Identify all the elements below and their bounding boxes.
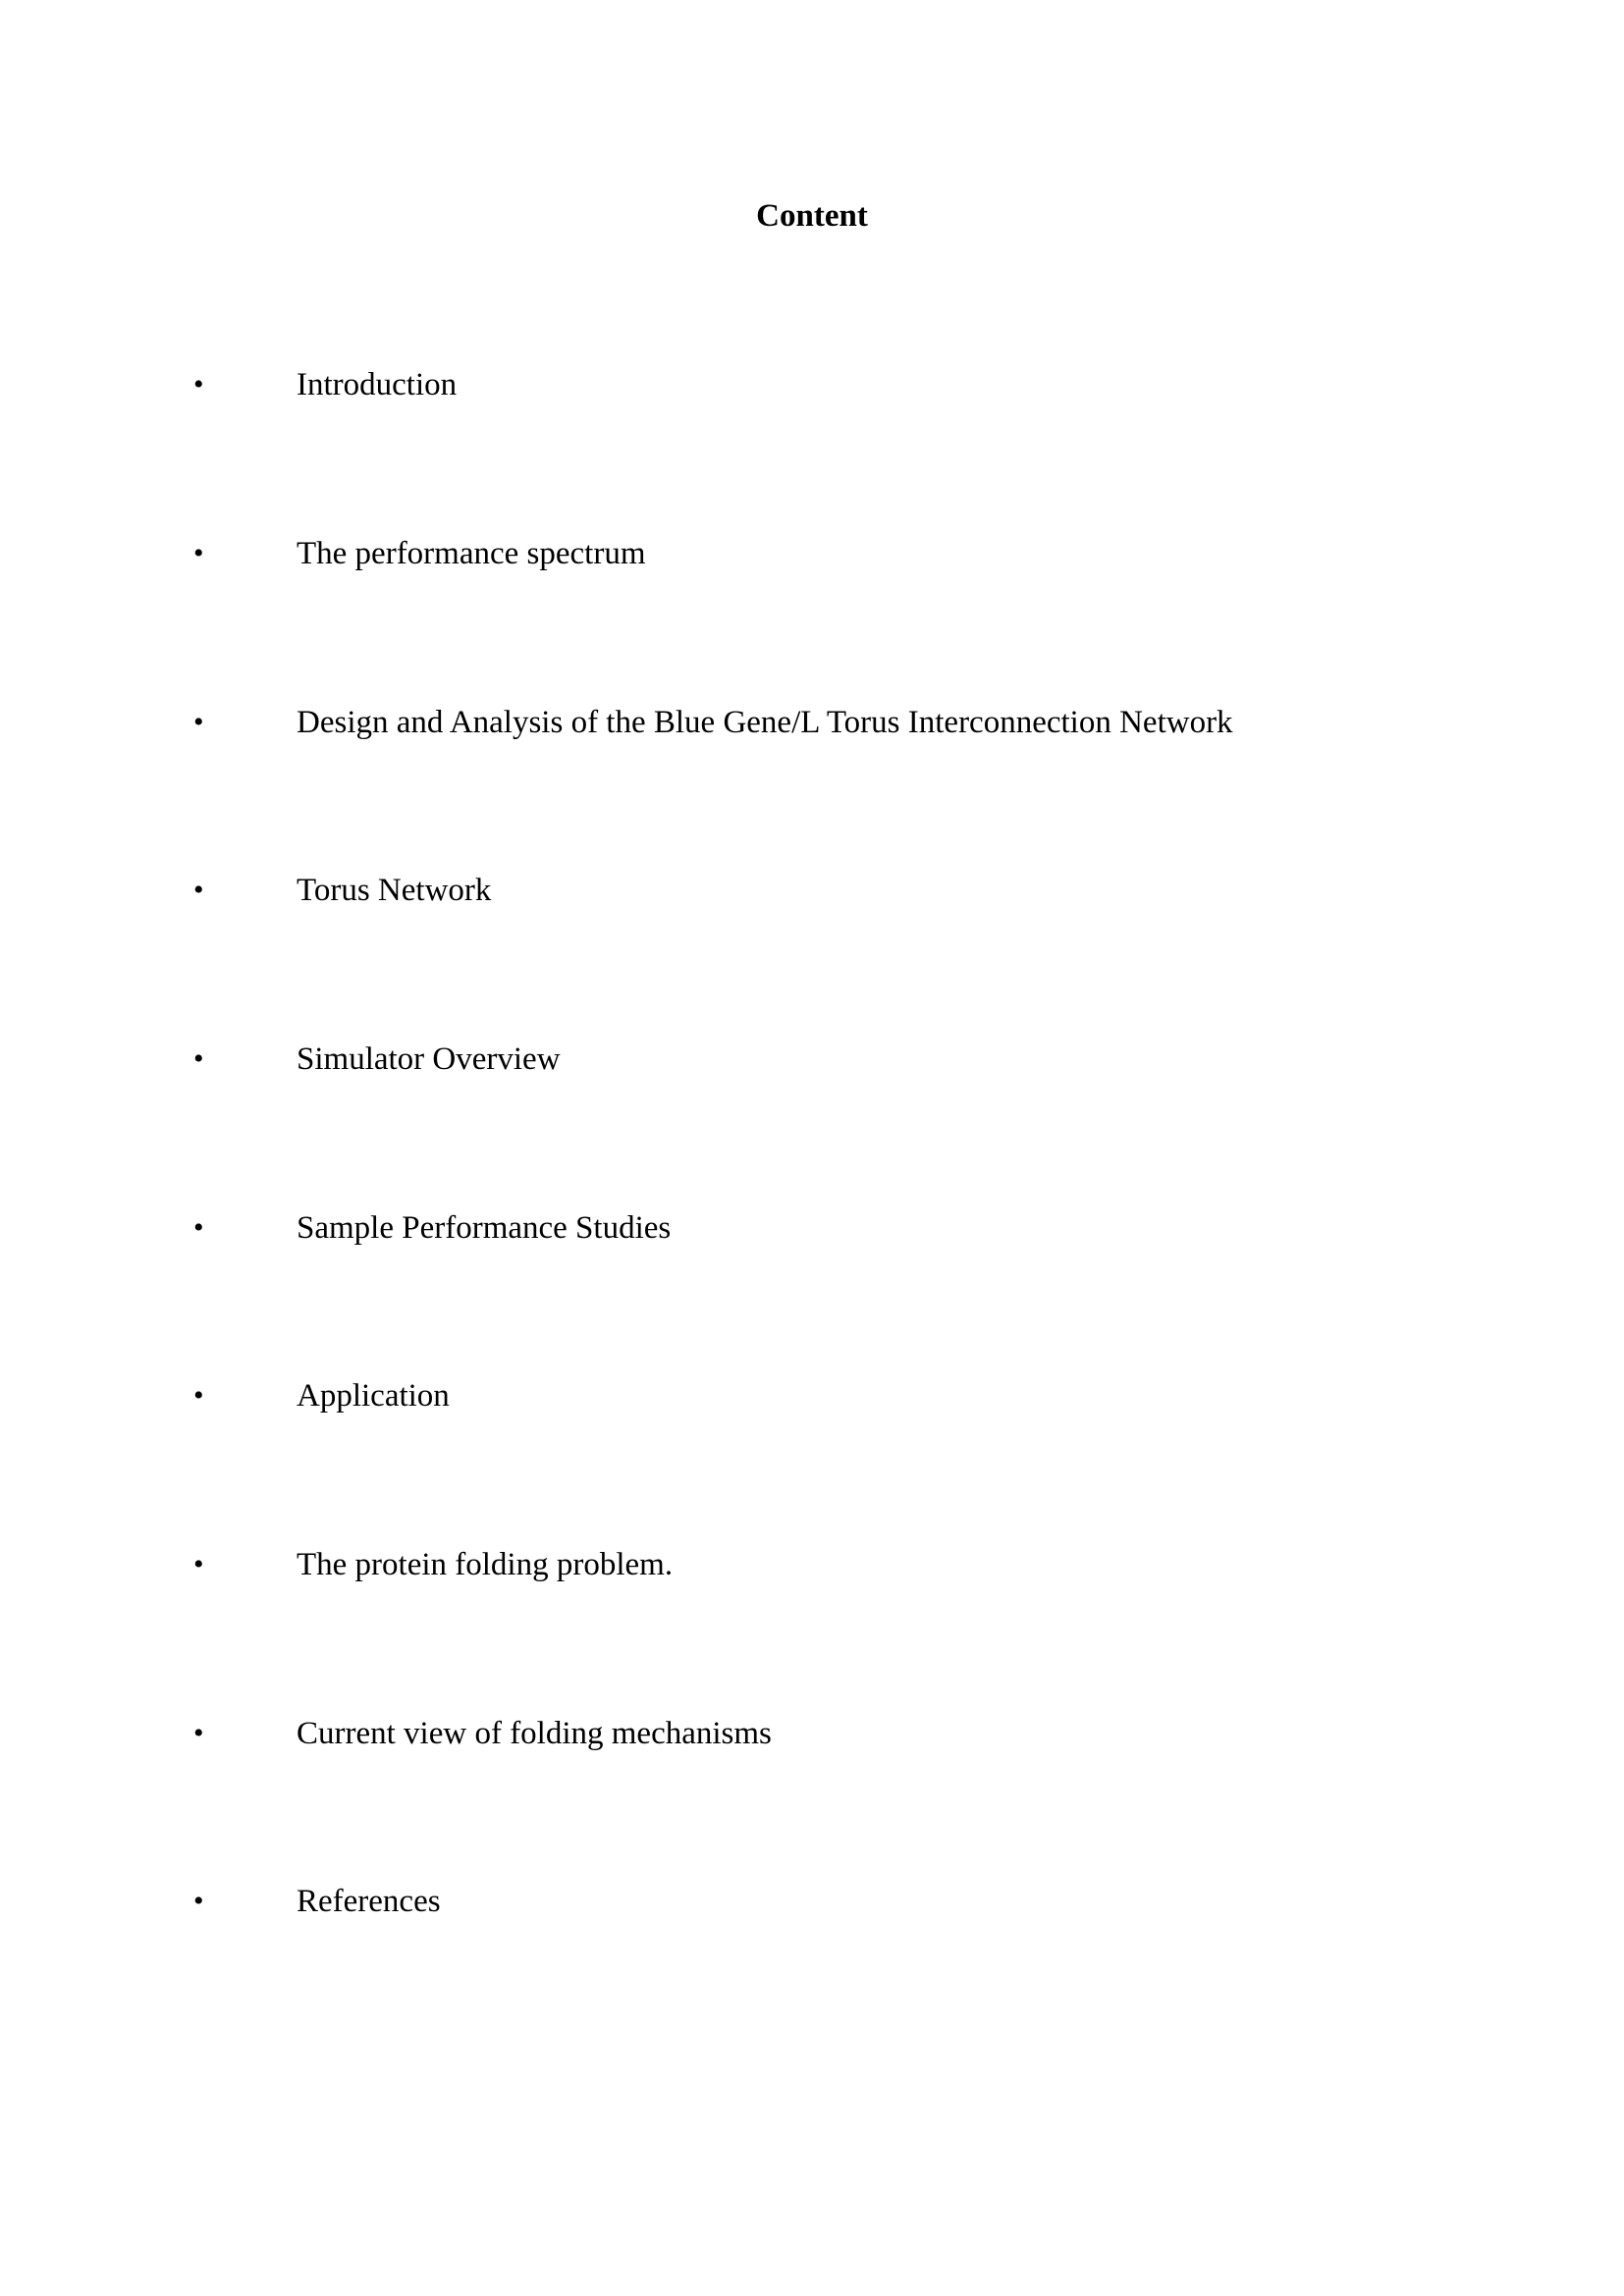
toc-item-label: Sample Performance Studies bbox=[297, 1210, 672, 1246]
bullet-icon: • bbox=[193, 1885, 204, 1917]
toc-item-label: Design and Analysis of the Blue Gene/L Torus Interconnection Network bbox=[297, 705, 1233, 740]
toc-item-torus-network bbox=[0, 867, 1624, 914]
toc-item-label: Torus Network bbox=[297, 873, 492, 908]
bullet-icon: • bbox=[193, 1211, 204, 1244]
toc-item-performance-spectrum bbox=[0, 530, 1624, 577]
bullet-icon: • bbox=[193, 1717, 204, 1749]
page-title: Content bbox=[756, 198, 868, 234]
bullet-icon: • bbox=[193, 1042, 204, 1075]
bullet-icon: • bbox=[193, 537, 204, 569]
toc-item-label: The protein folding problem. bbox=[297, 1547, 674, 1582]
toc-item-label: The performance spectrum bbox=[297, 536, 646, 571]
toc-item-label: Current view of folding mechanisms bbox=[297, 1716, 772, 1751]
toc-item-protein-folding-problem bbox=[0, 1541, 1624, 1588]
bullet-icon: • bbox=[193, 874, 204, 906]
bullet-icon: • bbox=[193, 1548, 204, 1580]
toc-item-references bbox=[0, 1878, 1624, 1925]
toc-item-label: Application bbox=[297, 1378, 450, 1414]
bullet-icon: • bbox=[193, 706, 204, 738]
toc-item-sample-performance-studies bbox=[0, 1204, 1624, 1252]
toc-item-label: Simulator Overview bbox=[297, 1041, 561, 1077]
bullet-icon: • bbox=[193, 1379, 204, 1412]
toc-item-label: References bbox=[297, 1884, 441, 1919]
bullet-icon: • bbox=[193, 368, 204, 400]
toc-item-simulator-overview bbox=[0, 1036, 1624, 1083]
toc-item-application bbox=[0, 1372, 1624, 1419]
toc-item-design-analysis bbox=[0, 699, 1624, 746]
toc-item-introduction bbox=[0, 361, 1624, 408]
toc-item-folding-mechanisms bbox=[0, 1710, 1624, 1757]
toc-item-label: Introduction bbox=[297, 367, 458, 402]
